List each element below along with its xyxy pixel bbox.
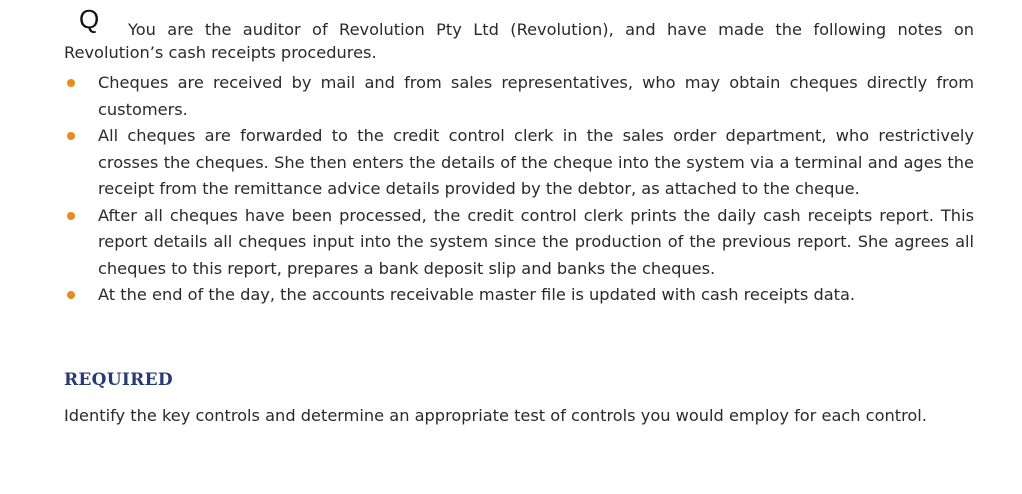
list-item-text: Cheques are received by mail and from sales representatives, who may obtain cheques directly from customers.	[98, 73, 974, 119]
question-marker: Q	[79, 4, 100, 34]
list-item-text: After all cheques have been processed, the credit control clerk prints the daily cash receipts report. This report details all cheques input into the system since the production of the previous report. She agrees all cheques to this report, prepares a bank deposit slip and banks the cheques.	[98, 205, 974, 278]
list-item-text: At the end of the day, the accounts receivable master file is updated with cash receipts data.	[98, 285, 856, 304]
bullet-dot-icon	[67, 291, 75, 299]
list-item	[64, 282, 974, 309]
bullet-dot-icon	[67, 79, 75, 87]
list-item	[64, 203, 974, 283]
procedure-notes-list	[64, 70, 974, 309]
instruction-paragraph: Identify the key controls and determine an appropriate test of controls you would employ for each control.	[64, 406, 927, 425]
bullet-dot-icon	[67, 212, 75, 220]
list-item	[64, 70, 974, 123]
list-item	[64, 123, 974, 203]
required-heading: REQUIRED	[64, 370, 173, 390]
bullet-dot-icon	[67, 132, 75, 140]
list-item-text: All cheques are forwarded to the credit control clerk in the sales order department, who restrictively crosses the cheques. She then enters the details of the cheque into the system via a terminal and ages the receipt from the remittance advice details provided by the debtor, as attached to the cheque.	[98, 126, 974, 198]
intro-paragraph: You are the auditor of Revolution Pty Ltd (Revolution), and have made the following notes on Revolution’s cash receipts procedures.	[64, 20, 974, 62]
